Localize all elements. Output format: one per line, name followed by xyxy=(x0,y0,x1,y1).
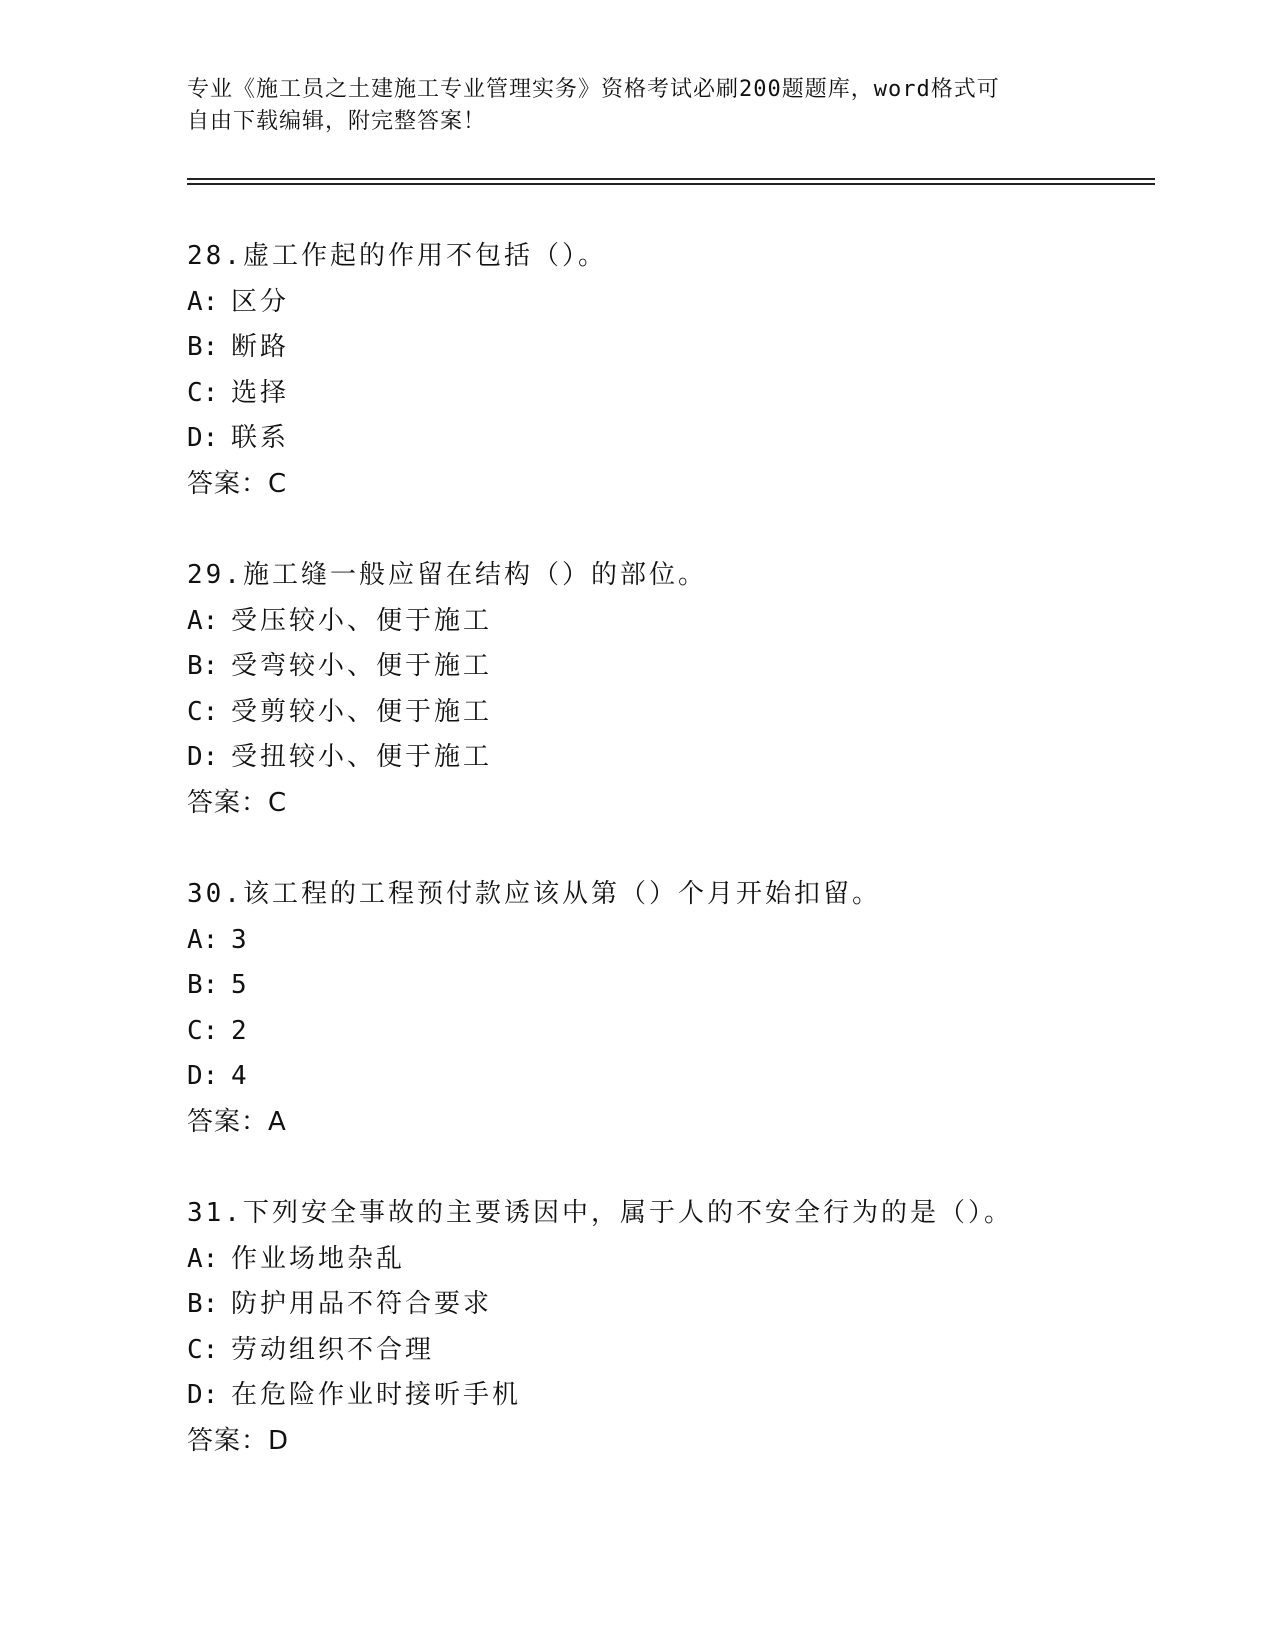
option-text: 受扭较小、便于施工 xyxy=(231,742,493,772)
option-key: C: xyxy=(187,696,219,727)
option-d xyxy=(187,416,1147,462)
option-key: B: xyxy=(187,651,219,681)
option-c xyxy=(187,1328,1147,1374)
header-divider-top xyxy=(187,178,1155,180)
option-key: A: xyxy=(187,924,219,955)
option-key: D: xyxy=(187,423,219,453)
answer-line: 答案：C xyxy=(187,787,288,818)
option-c xyxy=(187,371,1147,417)
option-d xyxy=(187,1373,1147,1419)
option-key: A: xyxy=(187,605,219,636)
option-b xyxy=(187,1282,1147,1328)
option-text: 联系 xyxy=(231,423,290,453)
header-divider-bottom xyxy=(187,183,1155,185)
option-key: C: xyxy=(187,1015,219,1046)
question-stem: 28.虚工作起的作用不包括（）。 xyxy=(187,241,607,271)
answer-line: 答案：D xyxy=(187,1425,290,1456)
option-key: A: xyxy=(187,1243,219,1274)
question-stem: 30.该工程的工程预付款应该从第（）个月开始扣留。 xyxy=(187,879,881,909)
option-key: A: xyxy=(187,286,219,317)
option-a xyxy=(187,1237,1147,1283)
option-d xyxy=(187,735,1147,781)
option-text: 断路 xyxy=(231,332,290,362)
option-text: 3 xyxy=(231,924,250,955)
option-b xyxy=(187,644,1147,690)
option-text: 4 xyxy=(231,1061,250,1091)
option-text: 防护用品不符合要求 xyxy=(231,1289,493,1319)
option-text: 在危险作业时接听手机 xyxy=(231,1380,522,1410)
answer-line: 答案：C xyxy=(187,468,288,499)
option-key: D: xyxy=(187,1061,219,1091)
option-text: 2 xyxy=(231,1015,250,1046)
option-a xyxy=(187,599,1147,645)
option-key: C: xyxy=(187,377,219,408)
option-d xyxy=(187,1054,1147,1100)
option-text: 选择 xyxy=(231,377,290,408)
question-31 xyxy=(187,1191,1147,1464)
question-28 xyxy=(187,234,1147,507)
option-text: 受剪较小、便于施工 xyxy=(231,696,493,727)
option-key: C: xyxy=(187,1334,219,1365)
option-key: B: xyxy=(187,1289,219,1319)
option-b xyxy=(187,325,1147,371)
question-29 xyxy=(187,553,1147,826)
option-text: 受压较小、便于施工 xyxy=(231,605,493,636)
header-line-2: 自由下载编辑，附完整答案！ xyxy=(187,109,487,134)
option-text: 区分 xyxy=(231,286,290,317)
question-stem: 29.施工缝一般应留在结构（）的部位。 xyxy=(187,560,707,590)
option-b xyxy=(187,963,1147,1009)
question-30 xyxy=(187,872,1147,1145)
option-c xyxy=(187,690,1147,736)
option-c xyxy=(187,1009,1147,1055)
question-stem: 31.下列安全事故的主要诱因中，属于人的不安全行为的是（）。 xyxy=(187,1198,1013,1228)
header-line-1: 专业《施工员之土建施工专业管理实务》资格考试必刷200题题库，word格式可 xyxy=(187,77,1000,102)
option-text: 作业场地杂乱 xyxy=(231,1243,406,1274)
option-key: D: xyxy=(187,742,219,772)
option-key: D: xyxy=(187,1380,219,1410)
option-a xyxy=(187,280,1147,326)
answer-line: 答案：A xyxy=(187,1106,287,1137)
option-text: 受弯较小、便于施工 xyxy=(231,651,493,681)
option-text: 5 xyxy=(231,970,250,1000)
option-key: B: xyxy=(187,970,219,1000)
document-header xyxy=(187,74,1067,138)
option-a xyxy=(187,918,1147,964)
option-text: 劳动组织不合理 xyxy=(231,1334,435,1365)
option-key: B: xyxy=(187,332,219,362)
